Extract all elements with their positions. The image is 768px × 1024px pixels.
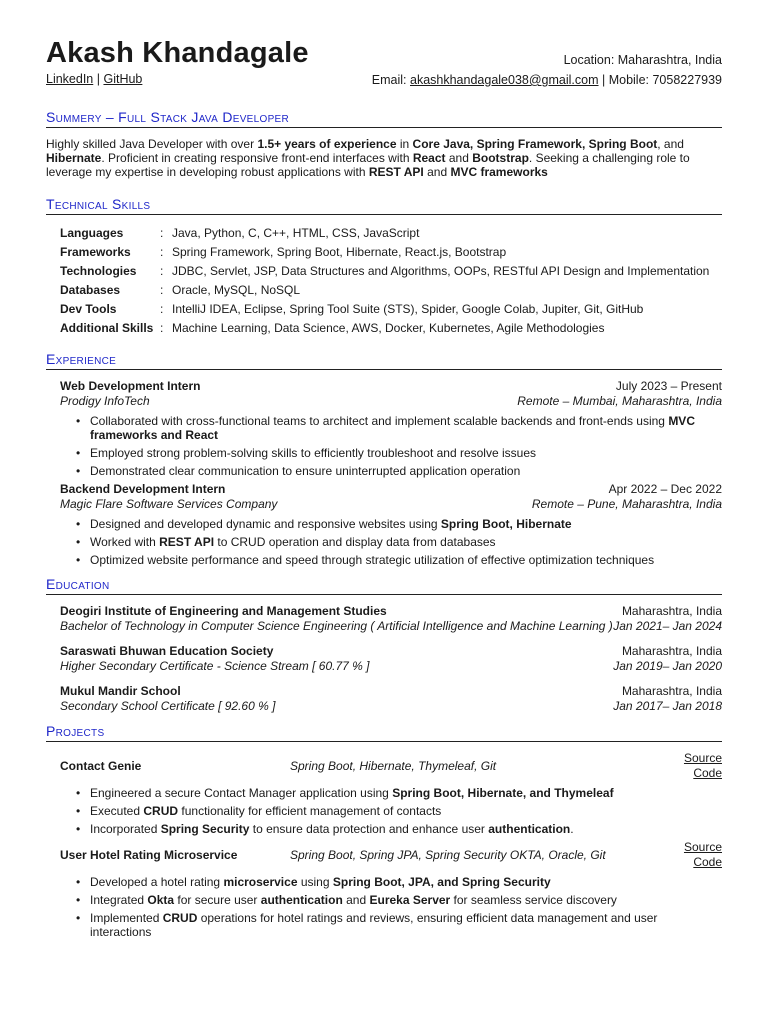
bullet-list <box>60 414 722 478</box>
mobile-text: | Mobile: 7058227939 <box>598 73 722 87</box>
bold-text: REST API <box>368 165 424 179</box>
bullet-item <box>76 446 722 460</box>
text-span: Highly skilled Java Developer with over <box>46 137 258 151</box>
bullet-item <box>76 535 722 549</box>
bullet-list <box>60 517 722 567</box>
project-tech-stack: Spring Boot, Spring JPA, Spring Security OKTA, Oracle, Git <box>290 847 606 862</box>
bold-text: Spring Security <box>160 822 250 836</box>
text-span: for seamless service discovery <box>450 893 617 907</box>
text-span: Engineered a secure Contact Manager application using <box>90 786 393 800</box>
degree-name: Bachelor of Technology in Computer Science Engineering ( Artificial Intelligence and Machine Learning ) <box>60 619 613 633</box>
bold-text: authentication <box>260 893 343 907</box>
school-location: Maharashtra, India <box>621 604 722 618</box>
degree-name: Secondary School Certificate [ 92.60 % ] <box>60 699 276 713</box>
skill-category: Frameworks <box>60 245 131 259</box>
bullet-item <box>76 464 722 478</box>
project-tech-stack: Spring Boot, Hibernate, Thymeleaf, Git <box>290 758 497 773</box>
bold-text: MVC frameworks <box>450 165 548 179</box>
section-heading: Summery – Full Stack Java Developer <box>46 110 722 128</box>
bold-text: MVC frameworks and React <box>90 414 695 442</box>
entry-sub-row <box>60 619 722 634</box>
text-span: Implemented <box>90 911 163 925</box>
project-name: Contact Genie <box>60 758 142 773</box>
summary-paragraph <box>46 137 722 179</box>
bold-text: Core Java, Spring Framework, Spring Boot <box>412 137 658 151</box>
bold-text: Okta <box>147 893 175 907</box>
link-separator: | <box>93 72 104 86</box>
text-span: . <box>570 822 574 836</box>
text-span: Executed <box>90 804 144 818</box>
bullet-item <box>76 414 722 442</box>
text-span: to ensure data protection and enhance user <box>249 822 489 836</box>
bold-text: Hibernate <box>46 151 102 165</box>
email-mobile-line <box>372 70 722 90</box>
bold-text: CRUD <box>162 911 198 925</box>
skill-row <box>60 262 722 281</box>
skill-row <box>60 243 722 262</box>
project-entry <box>46 840 722 939</box>
bold-text: Spring Boot, Hibernate, and Thymeleaf <box>392 786 614 800</box>
text-span: , and <box>657 137 684 151</box>
education-dates: Jan 2021– Jan 2024 <box>613 619 722 633</box>
text-span: Developed a hotel rating <box>90 875 224 889</box>
skill-values: Spring Framework, Spring Boot, Hibernate, React.js, Bootstrap <box>172 245 507 259</box>
entry-header-row <box>60 684 722 699</box>
bold-text: React <box>412 151 446 165</box>
text-span: and <box>445 151 473 165</box>
skill-colon: : <box>160 264 164 278</box>
entry-header-row <box>60 379 722 394</box>
projects-section <box>46 724 722 939</box>
text-span: to CRUD operation and display data from databases <box>214 535 496 549</box>
bold-text: CRUD <box>143 804 179 818</box>
bullet-item <box>76 893 722 907</box>
education-dates: Jan 2019– Jan 2020 <box>613 659 722 673</box>
text-span: Collaborated with cross-functional teams to architect and implement scalable backends and front-ends using <box>90 414 669 428</box>
bullet-list <box>60 875 722 939</box>
school-name: Saraswati Bhuwan Education Society <box>60 644 274 658</box>
entry-sub-row <box>60 497 722 512</box>
bold-text: 1.5+ years of experience <box>257 137 397 151</box>
job-dates: July 2023 – Present <box>615 379 722 393</box>
project-name: User Hotel Rating Microservice <box>60 847 238 862</box>
bold-text: authentication <box>488 822 571 836</box>
source-code-link[interactable]: Source Code <box>683 751 722 780</box>
bold-text: Bootstrap <box>472 151 529 165</box>
text-span: Integrated <box>90 893 148 907</box>
education-dates: Jan 2017– Jan 2018 <box>613 699 722 713</box>
skill-values: Machine Learning, Data Science, AWS, Docker, Kubernetes, Agile Methodologies <box>172 321 605 335</box>
entry-sub-row <box>60 394 722 409</box>
skills-section <box>46 197 722 338</box>
text-span: functionality for efficient management of contacts <box>178 804 442 818</box>
experience-entry <box>46 379 722 478</box>
bullet-list <box>60 786 722 836</box>
github-link[interactable]: GitHub <box>103 72 143 86</box>
project-header-row <box>46 751 722 781</box>
job-role: Web Development Intern <box>60 379 201 393</box>
experience-entry <box>46 482 722 567</box>
skill-values: Java, Python, C, C++, HTML, CSS, JavaScript <box>172 226 420 240</box>
resume-header <box>46 36 722 98</box>
skill-colon: : <box>160 283 164 297</box>
text-span: for secure user <box>174 893 261 907</box>
email-link[interactable]: akashkhandagale038@gmail.com <box>410 73 599 87</box>
text-span: Incorporated <box>90 822 161 836</box>
project-header-row <box>46 840 722 870</box>
school-name: Mukul Mandir School <box>60 684 181 698</box>
contact-info <box>372 50 722 90</box>
bullet-item <box>76 553 722 567</box>
entry-header-row <box>60 604 722 619</box>
summary-section <box>46 110 722 179</box>
experience-section <box>46 352 722 567</box>
bullet-item <box>76 786 722 800</box>
degree-name: Higher Secondary Certificate - Science Stream [ 60.77 % ] <box>60 659 370 673</box>
skill-category: Languages <box>60 226 124 240</box>
text-span: Designed and developed dynamic and responsive websites using <box>90 517 441 531</box>
text-span: Demonstrated clear communication to ensure uninterrupted application operation <box>90 464 521 478</box>
company-name: Prodigy InfoTech <box>60 394 150 408</box>
bullet-item <box>76 911 722 939</box>
entry-header-row <box>60 644 722 659</box>
skill-values: IntelliJ IDEA, Eclipse, Spring Tool Suite (STS), Spider, Google Colab, Jupiter, Git, GitHub <box>172 302 644 316</box>
bullet-item <box>76 875 722 889</box>
skill-values: Oracle, MySQL, NoSQL <box>172 283 301 297</box>
text-span: in <box>396 137 413 151</box>
education-list <box>46 595 722 714</box>
bullet-item <box>76 517 722 531</box>
skill-category: Databases <box>60 283 121 297</box>
skill-colon: : <box>160 245 164 259</box>
skill-values: JDBC, Servlet, JSP, Data Structures and Algorithms, OOPs, RESTful API Design and Implementation <box>172 264 710 278</box>
project-entry <box>46 751 722 836</box>
text-span: Employed strong problem-solving skills to efficiently troubleshoot and resolve issues <box>90 446 536 460</box>
text-span: and <box>423 165 451 179</box>
school-location: Maharashtra, India <box>621 644 722 658</box>
skill-colon: : <box>160 226 164 240</box>
text-span: . Proficient in creating responsive front-end interfaces with <box>101 151 413 165</box>
skill-colon: : <box>160 302 164 316</box>
job-role: Backend Development Intern <box>60 482 226 496</box>
education-entry <box>46 644 722 674</box>
company-name: Magic Flare Software Services Company <box>60 497 278 511</box>
experience-list <box>46 370 722 567</box>
skill-category: Additional Skills <box>60 321 154 335</box>
skill-colon: : <box>160 321 164 335</box>
bold-text: Spring Boot, Hibernate <box>440 517 572 531</box>
section-heading: Education <box>46 577 722 595</box>
section-heading: Projects <box>46 724 722 742</box>
skill-row <box>60 224 722 243</box>
skills-list <box>46 215 722 338</box>
candidate-name: Akash Khandagale <box>46 37 309 69</box>
skill-category: Dev Tools <box>60 302 117 316</box>
skill-category: Technologies <box>60 264 137 278</box>
job-dates: Apr 2022 – Dec 2022 <box>608 482 722 496</box>
job-location: Remote – Pune, Maharashtra, India <box>531 497 722 511</box>
location-text: Location: Maharashtra, India <box>563 53 722 67</box>
text-span: . Seeking a challenging role to leverage my expertise in developing robust applications with <box>46 151 690 179</box>
resume-page <box>46 36 722 943</box>
education-entry <box>46 604 722 634</box>
skill-row <box>60 319 722 338</box>
bullet-item <box>76 822 722 836</box>
bold-text: Spring Boot, JPA, and Spring Security <box>332 875 551 889</box>
bold-text: microservice <box>223 875 298 889</box>
text-span: using <box>297 875 333 889</box>
bold-text: Eureka Server <box>369 893 451 907</box>
skill-row <box>60 281 722 300</box>
school-name: Deogiri Institute of Engineering and Management Studies <box>60 604 387 618</box>
job-location: Remote – Mumbai, Maharashtra, India <box>517 394 722 408</box>
text-span: operations for hotel ratings and reviews, ensuring efficient data management and user interactions <box>90 911 658 939</box>
email-label: Email: <box>371 73 410 87</box>
projects-list <box>46 742 722 939</box>
entry-header-row <box>60 482 722 497</box>
text-span: Worked with <box>90 535 160 549</box>
education-section <box>46 577 722 714</box>
text-span: and <box>342 893 370 907</box>
section-heading: Technical Skills <box>46 197 722 215</box>
entry-sub-row <box>60 659 722 674</box>
source-code-link[interactable]: Source Code <box>683 840 722 869</box>
education-entry <box>46 684 722 714</box>
entry-sub-row <box>60 699 722 714</box>
bold-text: REST API <box>159 535 215 549</box>
school-location: Maharashtra, India <box>621 684 722 698</box>
bullet-item <box>76 804 722 818</box>
section-heading: Experience <box>46 352 722 370</box>
skill-row <box>60 300 722 319</box>
text-span: Optimized website performance and speed through strategic utilization of effective optimization techniques <box>90 553 655 567</box>
linkedin-link[interactable]: LinkedIn <box>46 72 94 86</box>
